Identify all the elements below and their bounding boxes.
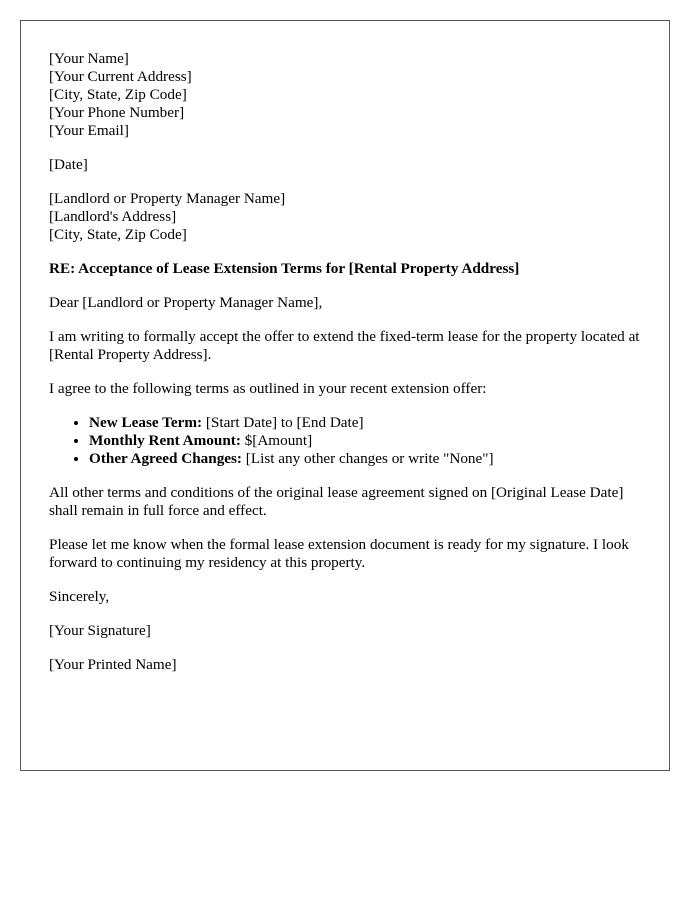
recipient-name: [Landlord or Property Manager Name] <box>49 190 286 207</box>
sender-phone: [Your Phone Number] <box>49 104 185 121</box>
conditions-paragraph: All other terms and conditions of the original lease agreement signed on [Original Lease Date] shall remain in full force and effect. <box>49 484 624 519</box>
sender-address: [Your Current Address] <box>49 68 192 85</box>
signature-line: [Your Signature] <box>49 622 151 639</box>
recipient-city-state-zip: [City, State, Zip Code] <box>49 226 187 243</box>
term-value: [List any other changes or write "None"] <box>245 450 494 467</box>
recipient-block <box>49 190 649 244</box>
sender-email: [Your Email] <box>49 122 129 139</box>
term-value: $[Amount] <box>244 432 313 449</box>
date-block <box>49 156 649 174</box>
letter-page <box>20 20 670 771</box>
printed-name-line: [Your Printed Name] <box>49 656 177 673</box>
list-item <box>89 432 649 450</box>
closing-paragraph: Please let me know when the formal lease extension document is ready for my signature. I look forward to continuing my residency at this property. <box>49 536 629 571</box>
sender-name: [Your Name] <box>49 50 129 67</box>
terms-intro-paragraph: I agree to the following terms as outlined in your recent extension offer: <box>49 380 487 397</box>
sender-city-state-zip: [City, State, Zip Code] <box>49 86 187 103</box>
salutation: Dear [Landlord or Property Manager Name], <box>49 294 323 311</box>
letter-date: [Date] <box>49 156 88 173</box>
term-label: Monthly Rent Amount: <box>89 432 241 449</box>
list-item <box>89 414 649 432</box>
term-label: Other Agreed Changes: <box>89 450 242 467</box>
term-label: New Lease Term: <box>89 414 203 431</box>
terms-list <box>49 414 649 468</box>
recipient-address: [Landlord's Address] <box>49 208 177 225</box>
list-item <box>89 450 649 468</box>
sender-block <box>49 50 649 140</box>
subject-line: RE: Acceptance of Lease Extension Terms for [Rental Property Address] <box>49 260 520 277</box>
closing-salutation: Sincerely, <box>49 588 110 605</box>
intro-paragraph: I am writing to formally accept the offer to extend the fixed-term lease for the property located at [Rental Property Address]. <box>49 328 640 363</box>
term-value: [Start Date] to [End Date] <box>205 414 364 431</box>
